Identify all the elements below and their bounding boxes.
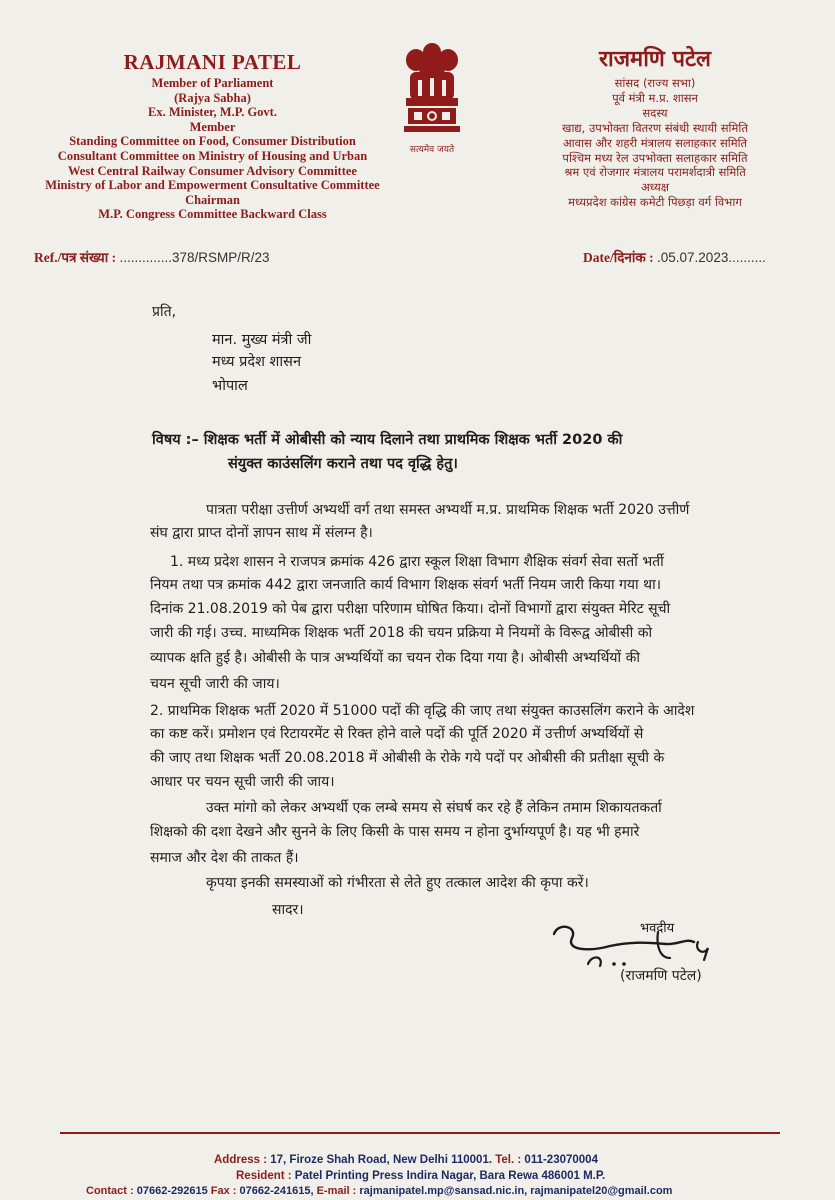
body-line: व्यापक क्षति हुई है। ओबीसी के पात्र अभ्यर्थियों का चयन रोक दिया गया है। ओबीसी अभ्यर्थियों की <box>150 650 640 666</box>
closing-bhavdiya: भवदीय <box>640 921 675 936</box>
letterhead-line: Standing Committee on Food, Consumer Distribution <box>69 134 356 149</box>
subject-line-1: विषय :– शिक्षक भर्ती में ओबीसी को न्याय दिलाने तथा प्राथमिक शिक्षक भर्ती 2020 की <box>152 432 623 448</box>
letterhead-line: पश्चिम मध्य रेल उपभोक्ता सलाहकार समिति <box>562 150 748 165</box>
letterhead-line: मध्यप्रदेश कांग्रेस कमेटी पिछड़ा वर्ग विभाग <box>568 195 742 210</box>
closing-sadar: सादर। <box>272 902 304 918</box>
email-value: rajmanipatel.mp@sansad.nic.in, rajmanipatel20@gmail.com <box>359 1185 673 1197</box>
body-line: आधार पर चयन सूची जारी की जाय। <box>150 774 335 790</box>
body-line: कृपया इनकी समस्याओं को गंभीरता से लेते हुए तत्काल आदेश की कृपा करें। <box>206 875 589 891</box>
reference-value: ..............378/RSMP/R/23 <box>119 250 270 265</box>
letterhead-line: श्रम एवं रोजगार मंत्रालय परामर्शदात्री समिति <box>564 165 746 180</box>
body-line: 1. मध्य प्रदेश शासन ने राजपत्र क्रमांक 426 द्वारा स्कूल शिक्षा विभाग शैक्षिक संवर्ग सेवा सर्तो भर्ती <box>170 554 664 570</box>
letterhead-line: M.P. Congress Committee Backward Class <box>98 207 327 222</box>
body-line: चयन सूची जारी की जाय। <box>150 676 280 692</box>
body-line: की जाए तथा शिक्षक भर्ती 20.08.2018 में ओबीसी के रोके गये पदों पर ओबीसी की प्रतीक्षा सूची के <box>150 750 665 766</box>
letterhead-line: सदस्य <box>642 105 668 120</box>
letterhead-line: Consultant Committee on Ministry of Housing and Urban <box>57 148 368 163</box>
recipient-prati: प्रति, <box>152 304 177 320</box>
letterhead-english <box>40 48 385 222</box>
contact-value: 07662-292615 <box>136 1185 208 1197</box>
body-line: शिक्षको की दशा देखने और सुनने के लिए किसी के पास समय न होना दुर्भाग्यपूर्ण है। यह भी हमारे <box>150 824 640 840</box>
letterhead-line: पूर्व मंत्री म.प्र. शासन <box>612 90 698 105</box>
national-emblem <box>392 38 472 158</box>
recipient-line: मान. मुख्य मंत्री जी <box>212 332 312 348</box>
body-line: संघ द्वारा प्राप्त दोनों ज्ञापन साथ में संलग्न है। <box>150 525 373 541</box>
tel-label: Tel. : <box>495 1154 522 1166</box>
sender-name-hindi: राजमणि पटेल <box>599 47 711 72</box>
emblem-motto: सत्यमेव जयते <box>409 145 455 155</box>
fax-label: Fax : <box>210 1185 237 1197</box>
footer-contact <box>86 1185 696 1197</box>
letterhead-line: खाद्य, उपभोक्ता वितरण संबंधी स्थायी समिति <box>562 120 748 135</box>
date-value: .05.07.2023.......... <box>657 250 766 265</box>
contact-label: Contact : <box>86 1185 134 1197</box>
body-line: पात्रता परीक्षा उत्तीर्ण अभ्यर्थी वर्ग तथा समस्त अभ्यर्थी म.प्र. प्राथमिक शिक्षक भर्ती 2020 उत्तीर्ण <box>206 502 690 518</box>
body-line: 2. प्राथमिक शिक्षक भर्ती 2020 में 51000 पदों की वृद्धि की जाए तथा संयुक्त काउसलिंग कराने के आदेश <box>150 703 695 719</box>
letterhead-line: (Rajya Sabha) <box>174 90 251 105</box>
footer-divider <box>60 1132 780 1134</box>
tel-value: 011-23070004 <box>524 1154 598 1166</box>
body-line: समाज और देश की ताकत हैं। <box>150 850 299 866</box>
reference-number <box>34 248 270 266</box>
resident-label: Resident : <box>236 1170 292 1182</box>
recipient-line: भोपाल <box>212 378 248 394</box>
letterhead-line: Member <box>189 119 236 134</box>
body-line: का कष्ट करें। प्रमोशन एवं रिटायरमेंट से रिक्त होने वाले पदों की पूर्ति 2020 में उत्तीर्ण अभ्यर्थियों से <box>150 726 644 742</box>
reference-label: Ref./पत्र संख्या : <box>34 250 117 265</box>
letterhead-line: सांसद (राज्य सभा) <box>614 76 696 90</box>
address-value: 17, Firoze Shah Road, New Delhi 110001. <box>270 1154 493 1166</box>
date-label: Date/दिनांक : <box>583 250 654 265</box>
fax-value: 07662-241615, <box>239 1185 314 1197</box>
letterhead-line: Member of Parliament <box>151 76 274 90</box>
footer-resident <box>236 1170 835 1182</box>
letter-date <box>583 248 766 266</box>
body-line: दिनांक 21.08.2019 को पेब द्वारा परीक्षा परिणाम घोषित किया। दोनों विभागों द्वारा संयुक्त मेरिट सूची <box>150 601 671 617</box>
letterhead-line: Chairman <box>185 192 240 207</box>
letterhead-hindi <box>490 44 820 210</box>
body-line: जारी की गई। उच्च. माध्यमिक शिक्षक भर्ती 2018 की चयन प्रक्रिया मे नियमों के विरूद्व ओबीसी को <box>150 625 653 641</box>
letterhead-line: अध्यक्ष <box>640 180 670 195</box>
subject-line-2: संयुक्त काउंसलिंग कराने तथा पद वृद्धि हेतु। <box>228 456 458 472</box>
email-label: E-mail : <box>316 1185 357 1197</box>
sender-name-english: RAJMANI PATEL <box>123 50 302 74</box>
address-label: Address : <box>214 1154 268 1166</box>
letterhead-line: West Central Railway Consumer Advisory Committee <box>68 163 357 178</box>
footer-address <box>214 1154 824 1166</box>
signature <box>548 912 718 972</box>
letterhead-line: Ex. Minister, M.P. Govt. <box>148 105 277 120</box>
body-line: उक्त मांगो को लेकर अभ्यर्थी एक लम्बे समय से संघर्ष कर रहे हैं लेकिन तमाम शिकायतकर्ता <box>206 800 662 816</box>
resident-value: Patel Printing Press Indira Nagar, Bara Rewa 486001 M.P. <box>294 1170 606 1182</box>
letterhead-line: आवास और शहरी मंत्रालय सलाहकार समिति <box>562 135 748 150</box>
signatory-name: (राजमणि पटेल) <box>620 968 702 984</box>
body-line: नियम तथा पत्र क्रमांक 442 द्वारा जनजाति कार्य विभाग शिक्षक संवर्ग भर्ती नियम जारी किया गया था। <box>150 577 662 593</box>
recipient-line: मध्य प्रदेश शासन <box>212 354 302 370</box>
lion-capital-icon <box>392 38 472 140</box>
letterhead-line: Ministry of Labor and Empowerment Consultative Committee <box>45 178 380 193</box>
